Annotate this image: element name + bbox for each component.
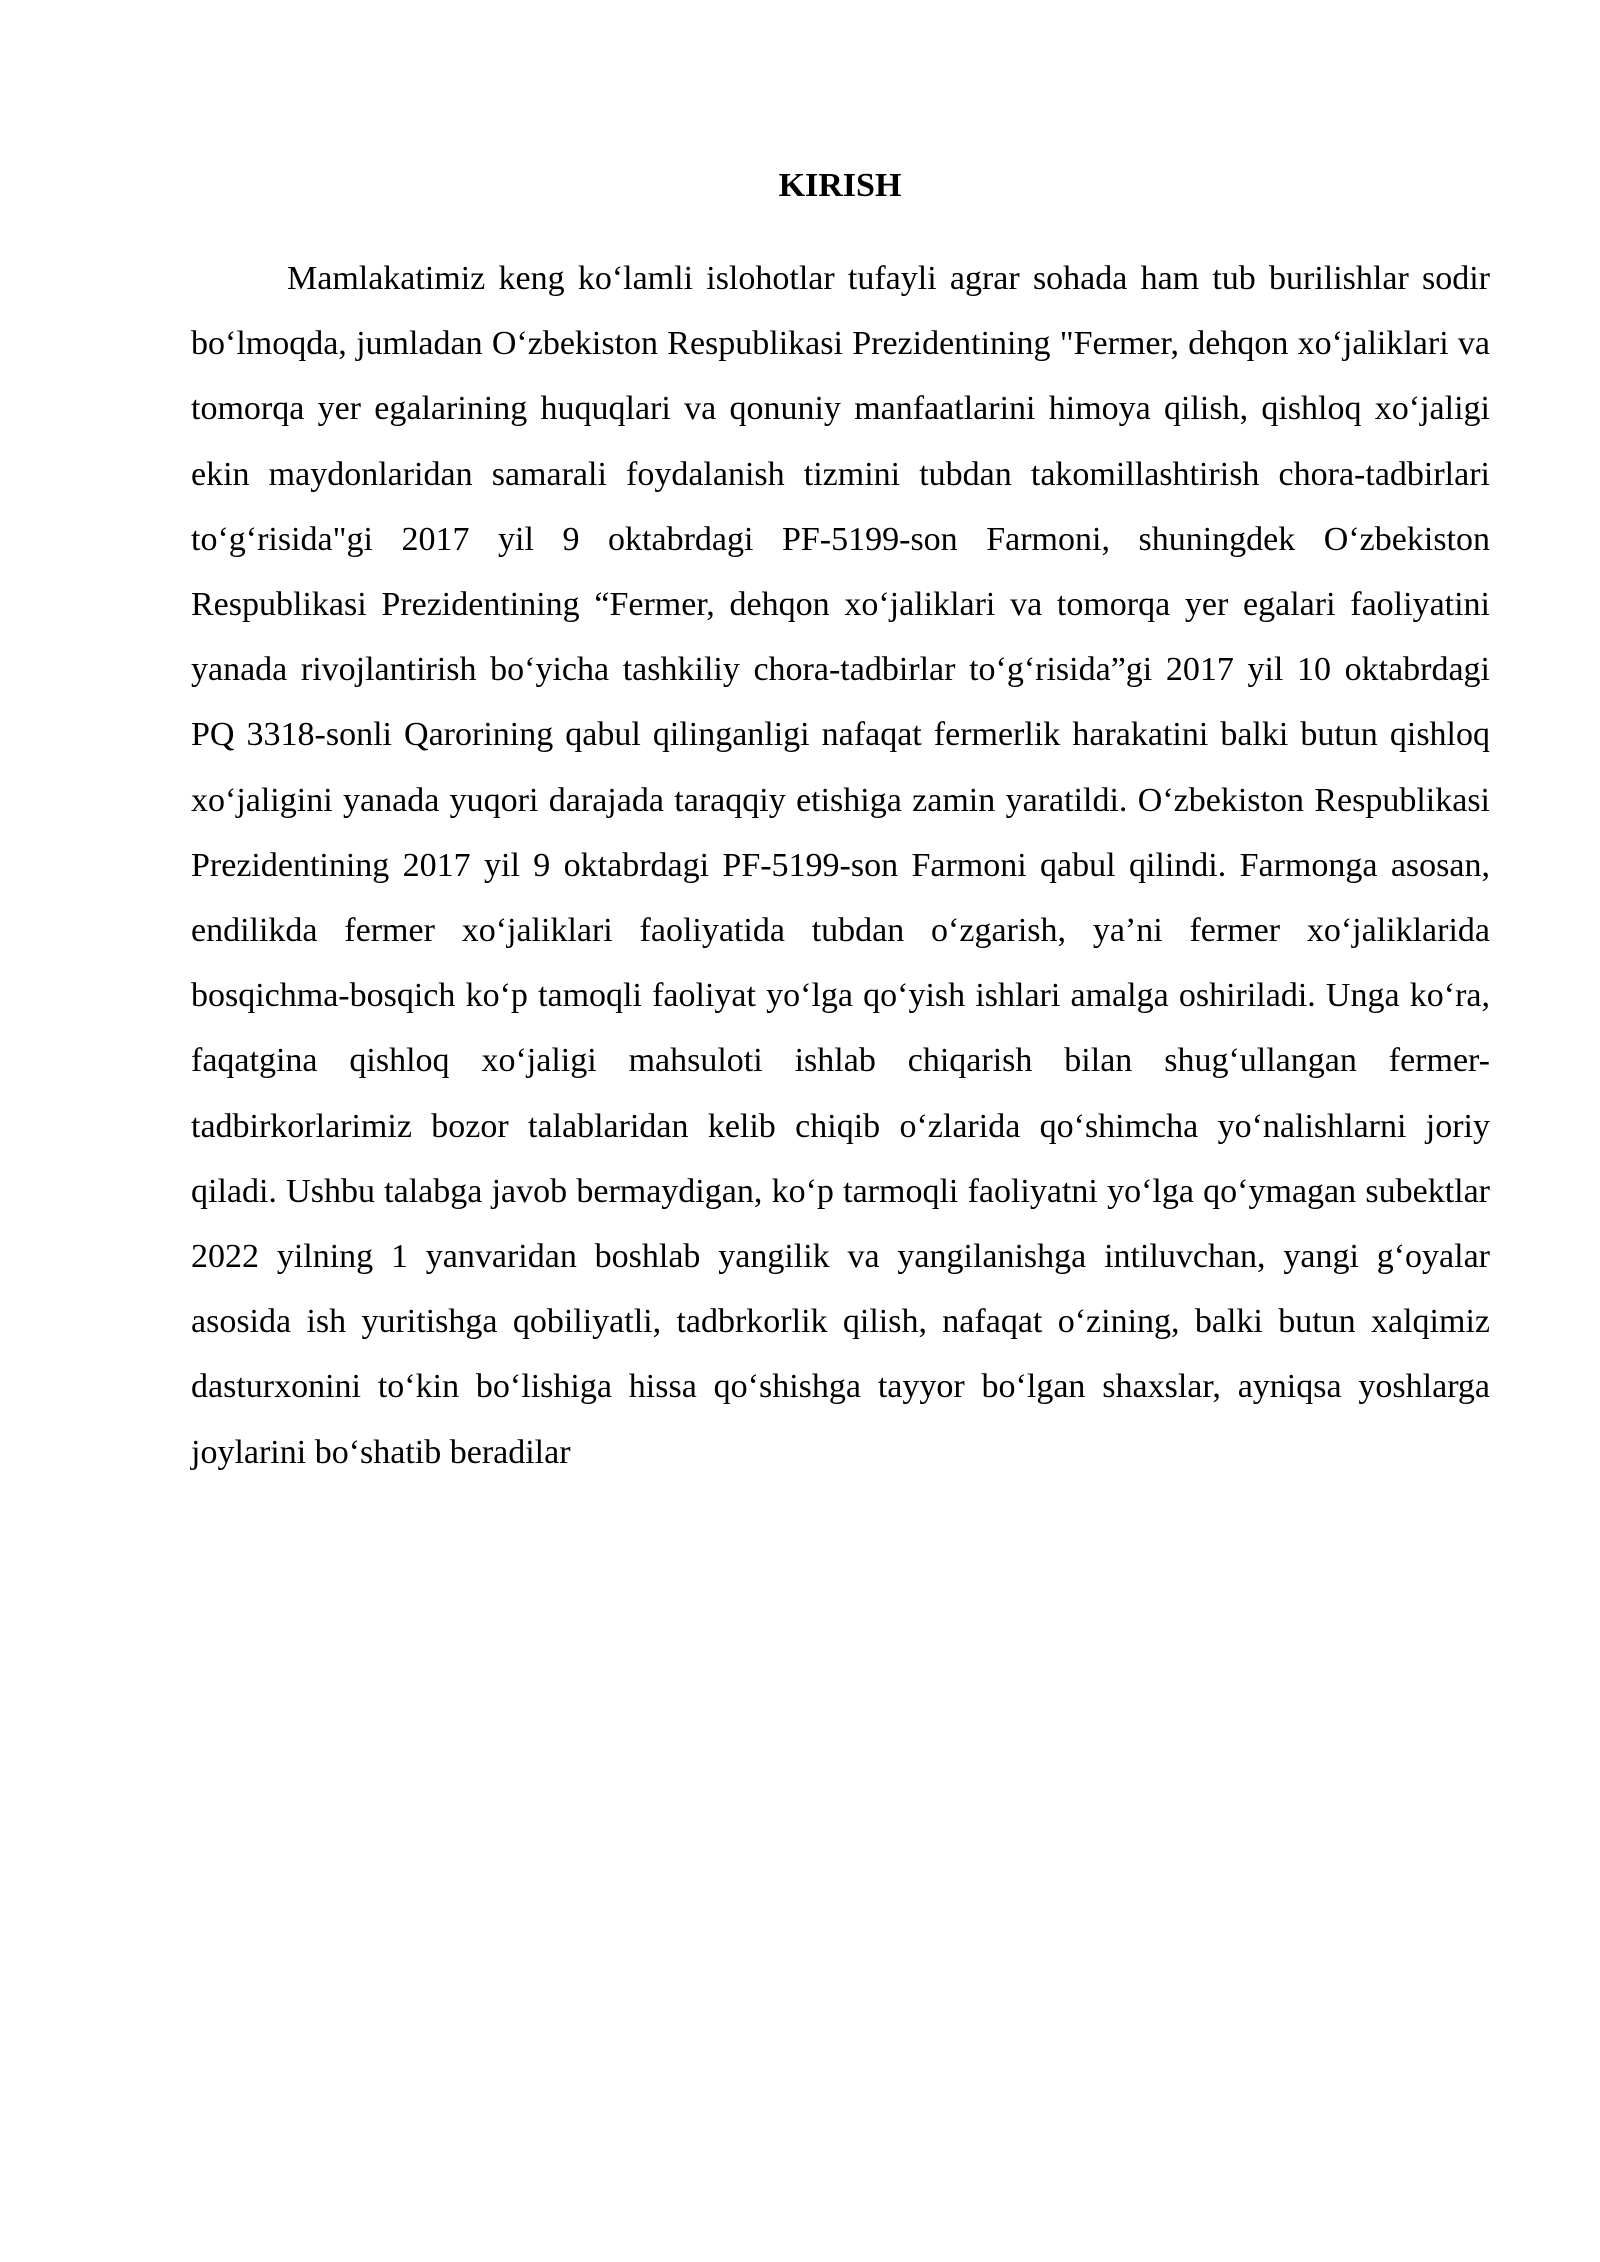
- section-heading: KIRISH: [778, 167, 902, 204]
- body-paragraph: Mamlakatimiz keng koʻlamli islohotlar tufayli agrar sohada ham tub burilishlar sodir boʻlmoqda, jumladan Oʻzbekiston Respublikasi Prezidentining "Fermer, dehqon xoʻjaliklari va tomorqa yer egalarining huquqlari va qonuniy manfaatlarini himoya qilish, qishloq xoʻjaligi ekin maydonlaridan samarali foydalanish tizmini tubdan takomillashtirish chora-tadbirlari toʻgʻrisida"gi 2017 yil 9 oktabrdagi PF-5199-son Farmoni, shuningdek Oʻzbekiston Respublikasi Prezidentining “Fermer, dehqon xoʻjaliklari va tomorqa yer egalari faoliyatini yanada rivojlantirish boʻyicha tashkiliy chora-tadbirlar toʻgʻrisida”gi 2017 yil 10 oktabrdagi PQ 3318-sonli Qarorining qabul qilinganligi nafaqat fermerlik harakatini balki butun qishloq xoʻjaligini yanada yuqori darajada taraqqiy etishiga zamin yaratildi. Oʻzbekiston Respublikasi Prezidentining 2017 yil 9 oktabrdagi PF-5199-son Farmoni qabul qilindi. Farmonga asosan, endilikda fermer xoʻjaliklari faoliyatida tubdan oʻzgarish, yaʼni fermer xoʻjaliklarida bosqichma-bosqich koʻp tamoqli faoliyat yoʻlga qoʻyish ishlari amalga oshiriladi. Unga koʻra, faqatgina qishloq xoʻjaligi mahsuloti ishlab chiqarish bilan shugʻullangan fermer-tadbirkorlarimiz bozor talablaridan kelib chiqib oʻzlarida qoʻshimcha yoʻnalishlarni joriy qiladi. Ushbu talabga javob bermaydigan, koʻp tarmoqli faoliyatni yoʻlga qoʻymagan subektlar 2022 yilning 1 yanvaridan boshlab yangilik va yangilanishga intiluvchan, yangi gʻoyalar asosida ish yuritishga qobiliyatli, tadbrkorlik qilish, nafaqat oʻzining, balki butun xalqimiz dasturxonini toʻkin boʻlishiga hissa qoʻshishga tayyor boʻlgan shaxslar, ayniqsa yoshlarga joylarini boʻshatib beradilar: [191, 260, 1490, 1471]
